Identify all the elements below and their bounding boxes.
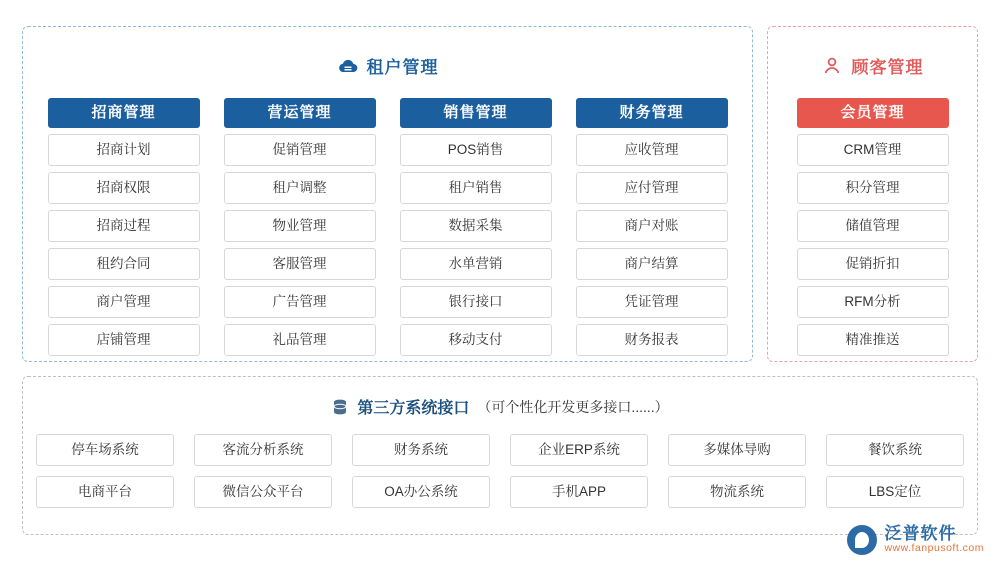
list-item[interactable]: 银行接口 xyxy=(400,286,552,318)
list-item[interactable]: 电商平台 xyxy=(36,476,174,508)
column-zhaoshang xyxy=(48,98,200,356)
column-header[interactable]: 销售管理 xyxy=(400,98,552,128)
person-icon xyxy=(822,56,844,76)
list-item[interactable]: 数据采集 xyxy=(400,210,552,242)
third-party-title xyxy=(23,395,977,418)
list-item[interactable]: 积分管理 xyxy=(797,172,949,204)
list-item[interactable]: 招商计划 xyxy=(48,134,200,166)
third-party-title-text: 第三方系统接口 xyxy=(357,400,470,417)
list-item[interactable]: 财务报表 xyxy=(576,324,728,356)
column-header[interactable]: 财务管理 xyxy=(576,98,728,128)
tenant-columns xyxy=(23,98,752,356)
list-item[interactable]: 招商过程 xyxy=(48,210,200,242)
list-item[interactable]: 招商权限 xyxy=(48,172,200,204)
list-item[interactable]: 停车场系统 xyxy=(36,434,174,466)
list-item[interactable]: 应收管理 xyxy=(576,134,728,166)
column-yingyun xyxy=(224,98,376,356)
list-item[interactable]: 商户对账 xyxy=(576,210,728,242)
column-huiyuan xyxy=(797,98,949,356)
customer-panel-title xyxy=(768,53,977,78)
column-header[interactable]: 营运管理 xyxy=(224,98,376,128)
list-item[interactable]: 水单营销 xyxy=(400,248,552,280)
list-item[interactable]: 礼品管理 xyxy=(224,324,376,356)
tenant-panel-title-text: 租户管理 xyxy=(366,58,439,77)
list-item[interactable]: 精准推送 xyxy=(797,324,949,356)
tenant-management-panel xyxy=(22,26,753,362)
database-icon xyxy=(331,398,349,416)
list-item[interactable]: 储值管理 xyxy=(797,210,949,242)
brand-url: www.fanpusoft.com xyxy=(884,542,984,555)
list-item[interactable]: 客服管理 xyxy=(224,248,376,280)
list-item[interactable]: LBS定位 xyxy=(826,476,964,508)
cloud-icon xyxy=(337,56,359,76)
list-item[interactable]: POS销售 xyxy=(400,134,552,166)
customer-management-panel xyxy=(767,26,978,362)
column-header[interactable]: 招商管理 xyxy=(48,98,200,128)
list-item[interactable]: 促销管理 xyxy=(224,134,376,166)
list-item[interactable]: 物业管理 xyxy=(224,210,376,242)
list-item[interactable]: 店铺管理 xyxy=(48,324,200,356)
list-item[interactable]: 财务系统 xyxy=(352,434,490,466)
list-item[interactable]: 移动支付 xyxy=(400,324,552,356)
third-party-panel xyxy=(22,376,978,535)
list-item[interactable]: 租户销售 xyxy=(400,172,552,204)
list-item[interactable]: 客流分析系统 xyxy=(194,434,332,466)
list-item[interactable]: 企业ERP系统 xyxy=(510,434,648,466)
list-item[interactable]: RFM分析 xyxy=(797,286,949,318)
list-item[interactable]: CRM管理 xyxy=(797,134,949,166)
list-item[interactable]: 多媒体导购 xyxy=(668,434,806,466)
watermark-text xyxy=(884,525,984,555)
column-caiwu xyxy=(576,98,728,356)
list-item[interactable]: 餐饮系统 xyxy=(826,434,964,466)
watermark xyxy=(847,525,984,555)
brand-name: 泛普软件 xyxy=(884,523,957,543)
list-item[interactable]: 物流系统 xyxy=(668,476,806,508)
brand-logo-icon xyxy=(847,525,877,555)
list-item[interactable]: 促销折扣 xyxy=(797,248,949,280)
list-item[interactable]: 应付管理 xyxy=(576,172,728,204)
tenant-panel-title xyxy=(23,53,752,78)
third-party-subtitle: （可个性化开发更多接口......） xyxy=(477,398,669,415)
list-item[interactable]: 租户调整 xyxy=(224,172,376,204)
list-item[interactable]: 广告管理 xyxy=(224,286,376,318)
list-item[interactable]: 商户结算 xyxy=(576,248,728,280)
customer-panel-title-text: 顾客管理 xyxy=(851,58,924,77)
list-item[interactable]: 微信公众平台 xyxy=(194,476,332,508)
list-item[interactable]: OA办公系统 xyxy=(352,476,490,508)
list-item[interactable]: 凭证管理 xyxy=(576,286,728,318)
top-panels-row xyxy=(22,26,978,362)
list-item[interactable]: 手机APP xyxy=(510,476,648,508)
column-header[interactable]: 会员管理 xyxy=(797,98,949,128)
third-party-grid xyxy=(23,434,977,508)
list-item[interactable]: 租约合同 xyxy=(48,248,200,280)
list-item[interactable]: 商户管理 xyxy=(48,286,200,318)
column-xiaoshou xyxy=(400,98,552,356)
